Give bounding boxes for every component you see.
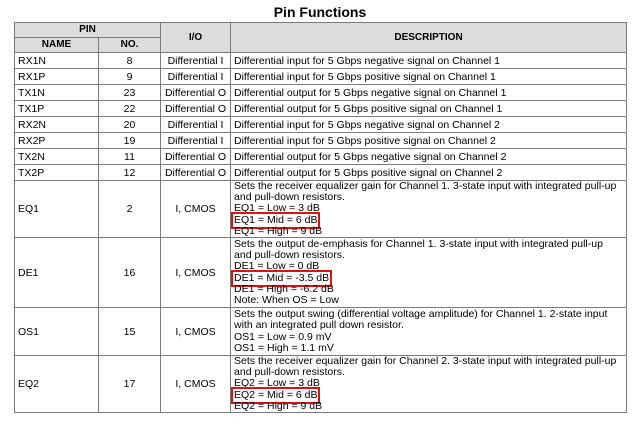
pin-number: 11 (99, 149, 161, 165)
pin-number: 8 (99, 53, 161, 69)
pin-description (231, 308, 627, 356)
pin-name: TX2N (15, 149, 99, 165)
header-io: I/O (161, 23, 231, 53)
pin-description: Differential input for 5 Gbps negative signal on Channel 1 (231, 53, 627, 69)
pin-name: TX2P (15, 165, 99, 181)
table-row (15, 85, 627, 101)
pin-description: Differential input for 5 Gbps positive signal on Channel 2 (231, 133, 627, 149)
pin-io: Differential I (161, 53, 231, 69)
pin-io: Differential O (161, 85, 231, 101)
pin-description (231, 181, 627, 238)
pin-number: 16 (99, 238, 161, 308)
pin-name: TX1N (15, 85, 99, 101)
pin-io: Differential O (161, 165, 231, 181)
setting-line: EQ1 = High = 9 dB (234, 224, 323, 237)
table-row-de1 (15, 238, 627, 308)
pin-name: DE1 (15, 238, 99, 308)
pin-name: RX2N (15, 117, 99, 133)
setting-line: DE1 = High = -6.2 dB (234, 282, 334, 295)
pin-name: EQ1 (15, 181, 99, 238)
header-description: DESCRIPTION (231, 23, 627, 53)
pin-name: TX1P (15, 101, 99, 117)
table-title: Pin Functions (273, 4, 367, 20)
pin-name: EQ2 (15, 356, 99, 413)
table-row (15, 117, 627, 133)
pin-io: I, CMOS (161, 308, 231, 356)
pin-description (231, 356, 627, 413)
header-no: NO. (99, 38, 161, 53)
pin-io: I, CMOS (161, 181, 231, 238)
table-row-os1 (15, 308, 627, 356)
pin-description: Differential output for 5 Gbps positive signal on Channel 1 (231, 101, 627, 117)
pin-number: 9 (99, 69, 161, 85)
pin-number: 17 (99, 356, 161, 413)
pin-description: Differential input for 5 Gbps positive signal on Channel 1 (231, 69, 627, 85)
pin-number: 15 (99, 308, 161, 356)
highlighted-setting: EQ2 = Mid = 6 dB (234, 388, 318, 401)
pin-number: 19 (99, 133, 161, 149)
header-name: NAME (15, 38, 99, 53)
pin-name: RX1N (15, 53, 99, 69)
pin-number: 22 (99, 101, 161, 117)
table-row (15, 53, 627, 69)
pin-number: 20 (99, 117, 161, 133)
setting-line: EQ1 = Low = 3 dB (234, 202, 320, 215)
setting-note: Note: When OS = Low (234, 293, 339, 306)
pin-io: Differential I (161, 133, 231, 149)
pin-io: I, CMOS (161, 356, 231, 413)
pin-description: Differential input for 5 Gbps negative signal on Channel 2 (231, 117, 627, 133)
pin-io: Differential I (161, 69, 231, 85)
pin-description: Differential output for 5 Gbps negative signal on Channel 2 (231, 149, 627, 165)
pin-number: 23 (99, 85, 161, 101)
table-row (15, 149, 627, 165)
pin-name: OS1 (15, 308, 99, 356)
table-row (15, 133, 627, 149)
pin-io: Differential I (161, 117, 231, 133)
pin-number: 12 (99, 165, 161, 181)
pin-name: RX2P (15, 133, 99, 149)
description-text: Sets the output de-emphasis for Channel 1. 3-state input with integrated pull-up and pull-down resistors. (234, 237, 603, 262)
pin-io: Differential O (161, 101, 231, 117)
highlighted-setting: EQ1 = Mid = 6 dB (234, 213, 318, 226)
pin-io: Differential O (161, 149, 231, 165)
highlighted-setting: DE1 = Mid = -3.5 dB (234, 271, 330, 284)
table-row (15, 69, 627, 85)
description-text: Sets the receiver equalizer gain for Channel 2. 3-state input with integrated pull-up and pull-down resistors. (234, 355, 617, 379)
description-text: Sets the output swing (differential voltage amplitude) for Channel 1. 2-state input with an integrated pull down resistor. (234, 308, 608, 332)
pin-io: I, CMOS (161, 238, 231, 308)
setting-line: OS1 = Low = 0.9 mV (234, 330, 332, 343)
table-row-eq2 (15, 356, 627, 413)
description-text: Sets the receiver equalizer gain for Channel 1. 3-state input with integrated pull-up and pull-down resistors. (234, 180, 617, 204)
setting-line: OS1 = High = 1.1 mV (234, 341, 334, 354)
table-row (15, 165, 627, 181)
setting-line: EQ2 = Low = 3 dB (234, 377, 320, 390)
pin-description: Differential output for 5 Gbps negative signal on Channel 1 (231, 85, 627, 101)
table-row (15, 101, 627, 117)
setting-line: EQ2 = High = 9 dB (234, 399, 323, 412)
setting-line: DE1 = Low = 0 dB (234, 260, 320, 273)
pin-description: Differential output for 5 Gbps positive signal on Channel 2 (231, 165, 627, 181)
table-row-eq1 (15, 181, 627, 238)
pin-functions-table (14, 22, 627, 413)
pin-name: RX1P (15, 69, 99, 85)
header-pin: PIN (15, 23, 161, 38)
pin-number: 2 (99, 181, 161, 238)
pin-description (231, 238, 627, 308)
